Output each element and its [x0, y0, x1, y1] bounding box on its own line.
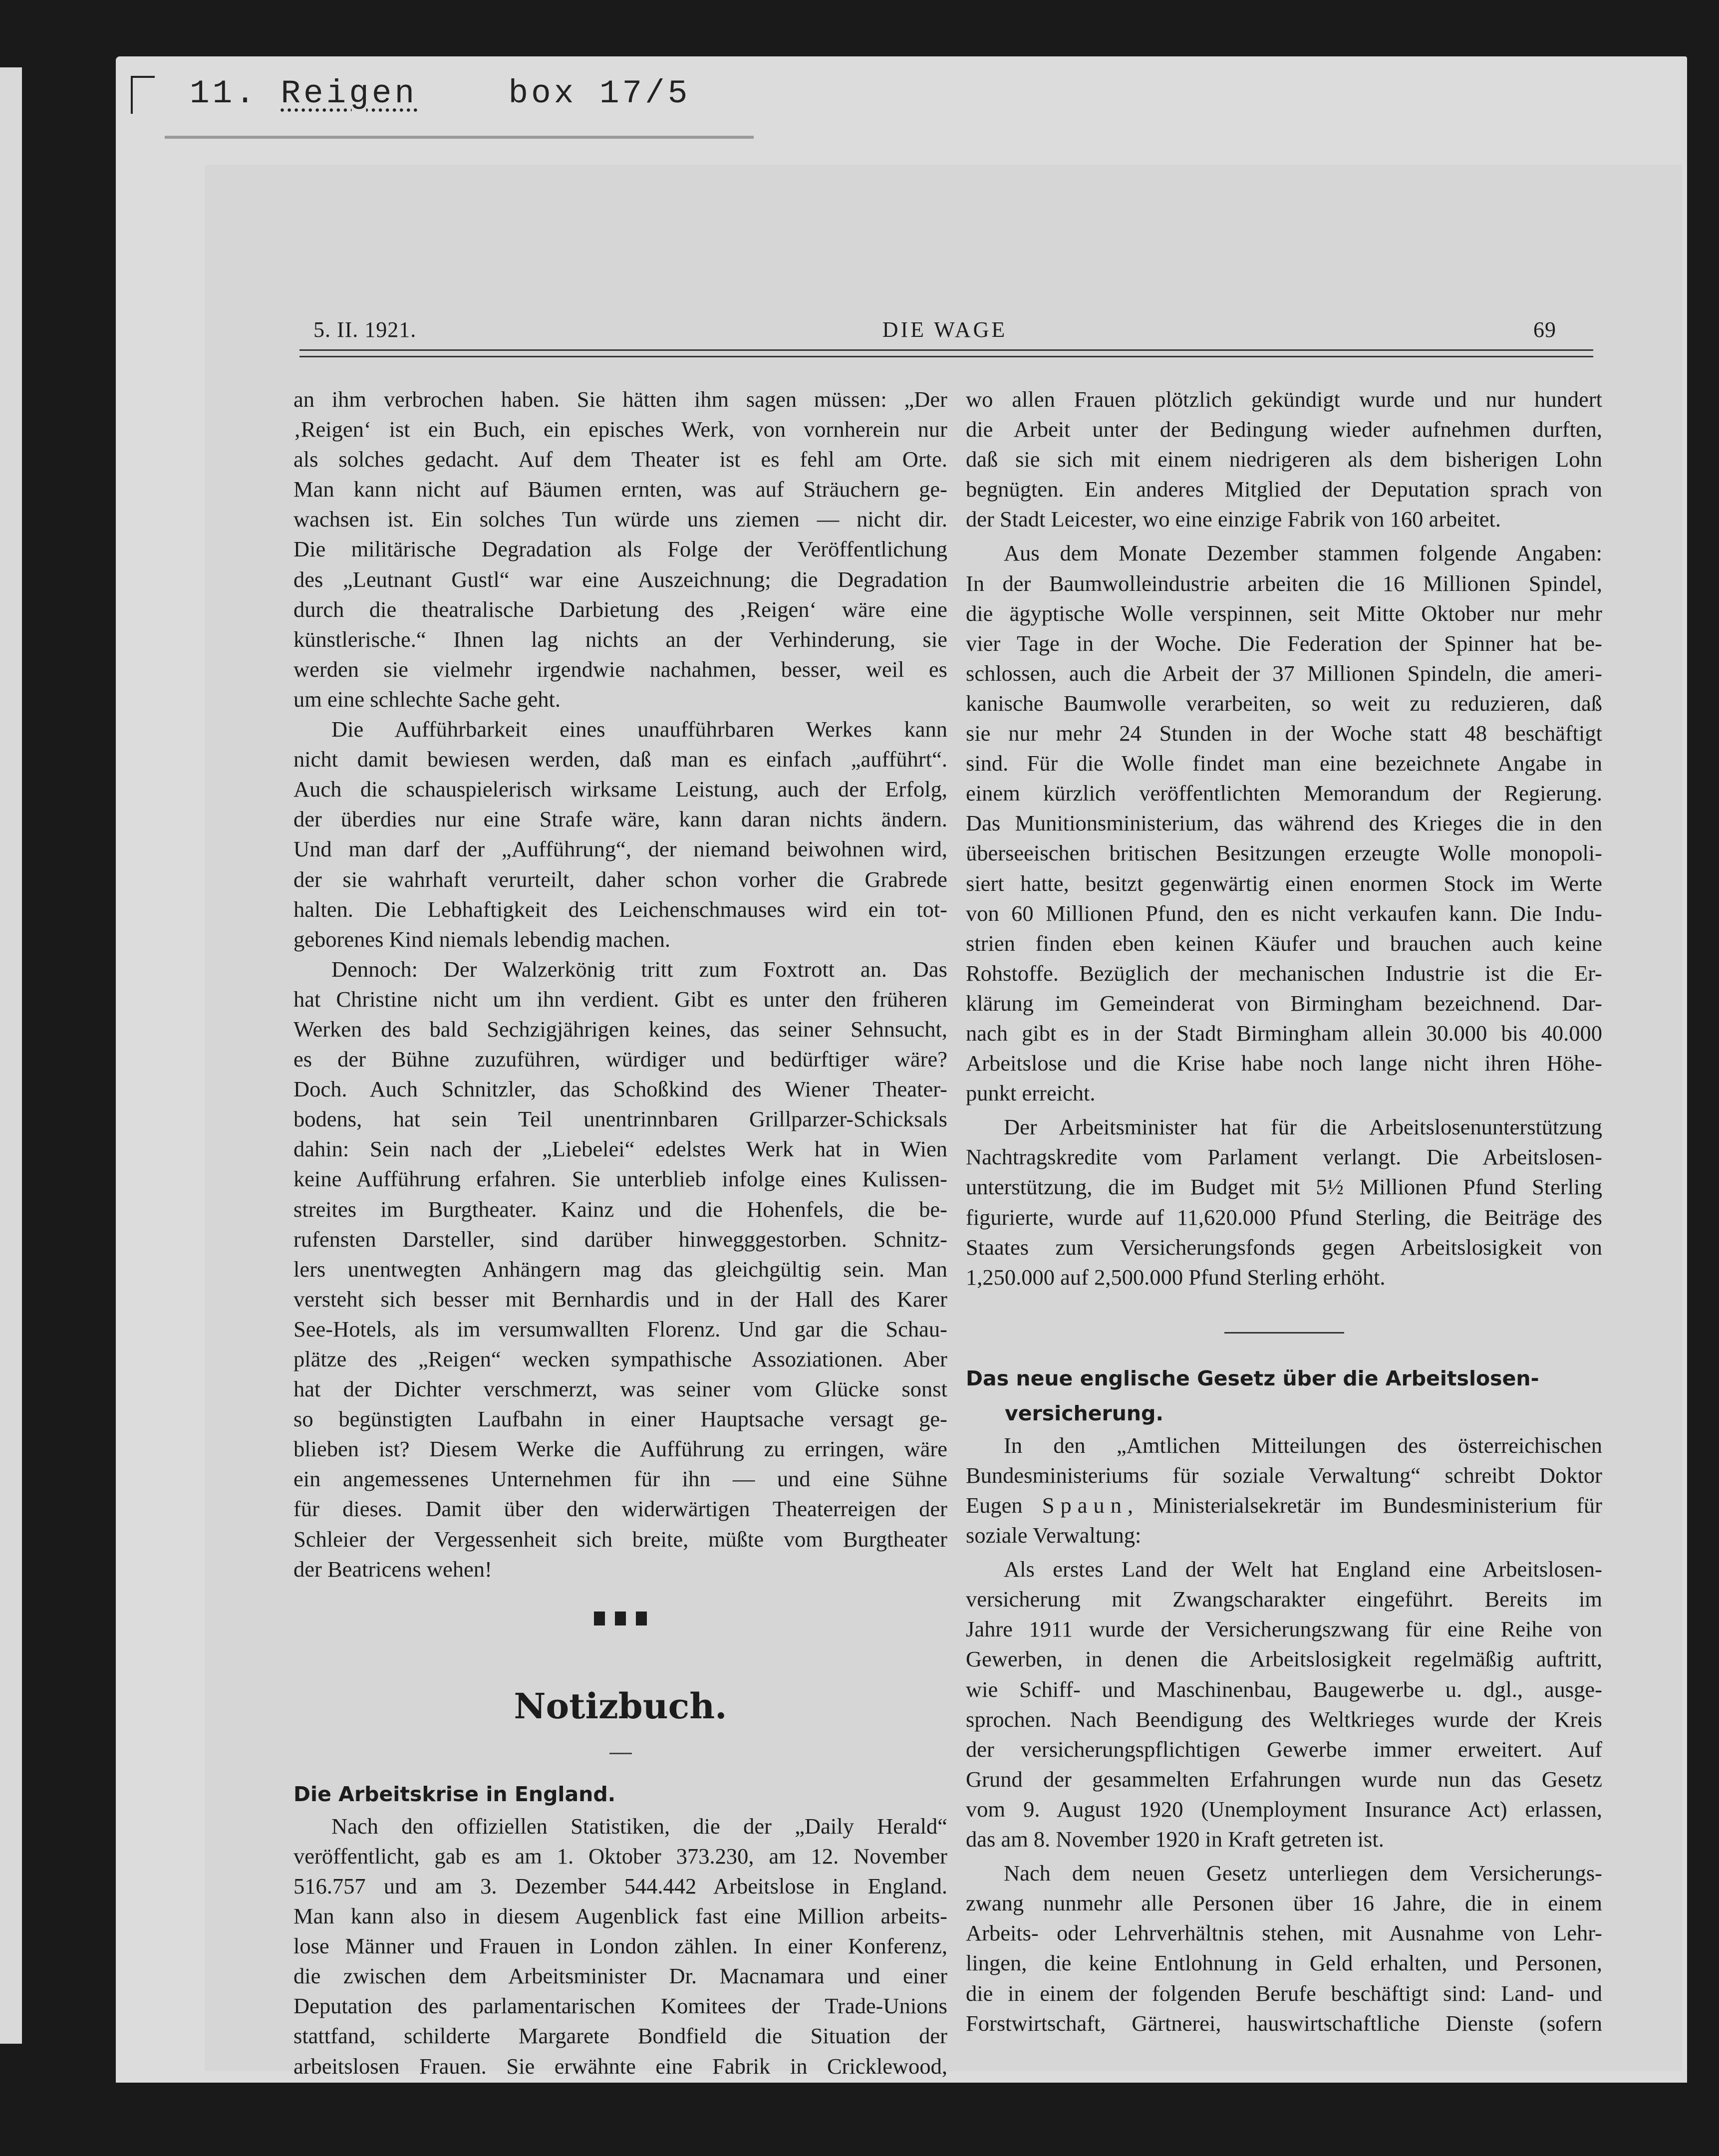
paragraph [293, 954, 947, 1584]
text-line: In den „Amtlichen Mitteilungen des österreichischen [1004, 1432, 1602, 1458]
archive-number: 11. [190, 75, 258, 112]
running-head [313, 317, 1576, 347]
text-line: streites im Burgtheater. Kainz und die Hohenfels, die be- [293, 1196, 947, 1222]
page-number: 69 [1533, 317, 1556, 342]
text-line: durch die theatralische Darbietung des ‚Reigen‘ wäre eine [293, 596, 947, 622]
text-line: hat der Dichter verschmerzt, was seiner vom Glücke sonst [293, 1376, 947, 1402]
paragraph [966, 1112, 1602, 1292]
text-line: halten. Die Lebhaftigkeit des Leichenschmauses wird ein tot- [293, 896, 947, 922]
text-line: der Beatricens wehen! [293, 1556, 492, 1582]
paragraph [293, 384, 947, 714]
text-line: der überdies nur eine Strafe wäre, kann daran nichts ändern. [293, 807, 947, 832]
text-line: plätze des „Reigen“ wecken sympathische Assoziationen. Aber [293, 1347, 947, 1371]
text-line: soziale Verwaltung: [966, 1523, 1142, 1548]
text-line: es der Bühne zuzuführen, würdiger und bedürftiger wäre? [293, 1047, 947, 1072]
text-line: die ägyptische Wolle verspinnen, seit Mitte Oktober nur mehr [966, 600, 1602, 626]
paragraph [966, 1554, 1602, 1854]
text-line: wo allen Frauen plötzlich gekündigt wurde und nur hundert [966, 387, 1602, 412]
text-line: die zwischen dem Arbeitsminister Dr. Macnamara und einer [293, 1963, 947, 1989]
text-line: Auch die schauspielerisch wirksame Leistung, auch der Erfolg, [293, 777, 947, 802]
text-line: die in einem der folgenden Berufe beschäftigt sind: Land- und [966, 1980, 1602, 2006]
text-line: dahin: Sein nach der „Liebelei“ edelstes Werk hat in Wien [293, 1136, 947, 1162]
text-line: 516.757 und am 3. Dezember 544.442 Arbeitslose in England. [293, 1873, 947, 1898]
text-line: Man kann also in diesem Augenblick fast eine Million arbeits- [293, 1903, 947, 1929]
text-line: der sie wahrhaft verurteilt, daher schon vorher die Grabrede [293, 866, 947, 892]
text-line: um eine schlechte Sache geht. [293, 686, 561, 712]
text-line: strien finden eben keinen Käufer und brauchen auch keine [966, 930, 1602, 956]
text-line: figurierte, wurde auf 11,620.000 Pfund Sterling, die Beiträge des [966, 1204, 1602, 1230]
article-divider [1224, 1332, 1344, 1334]
text-line: sie nur mehr 24 Stunden in der Woche statt 48 beschäftigt [966, 721, 1602, 746]
text-line: werden sie vielmehr irgendwie nachahmen, besser, weil es [293, 656, 947, 682]
text-line: In der Baumwolleindustrie arbeiten die 16 Millionen Spindel, [966, 570, 1602, 596]
text-line: lers unentwegten Anhängern mag das gleichgültig sein. Man [293, 1256, 947, 1282]
masthead: DIE WAGE [882, 317, 1008, 342]
text-line: vier Tage in der Woche. Die Federation der Spinner hat be- [966, 630, 1602, 656]
text-line: schlossen, auch die Arbeit der 37 Millionen Spindeln, die ameri- [966, 660, 1602, 686]
text-line: Forstwirtschaft, Gärtnerei, hauswirtschaftliche Dienste (sofern [966, 2010, 1602, 2036]
text-line: Aus dem Monate Dezember stammen folgende Angaben: [1004, 540, 1602, 566]
section-ornament [293, 1584, 947, 1649]
adjacent-page-edge [0, 67, 22, 2044]
text-line: Bundesministeriums für soziale Verwaltung“ schreibt Doktor [966, 1462, 1602, 1488]
text-line: die Arbeit unter der Bedingung wieder aufnehmen durften, [966, 417, 1602, 442]
text-line: der versicherungspflichtigen Gewerbe immer erweitert. Auf [966, 1736, 1602, 1762]
text-line: bodens, hat sein Teil unentrinnbaren Grillparzer-Schicksals [293, 1106, 947, 1132]
text-line: künstlerische.“ Ihnen lag nichts an der Verhinderung, sie [293, 626, 947, 652]
text-line: überseeischen britischen Besitzungen erzeugte Wolle monopoli- [966, 840, 1602, 866]
right-column [966, 384, 1602, 2038]
text-line: so begünstigten Laufbahn in einer Hauptsache versagt ge- [293, 1406, 947, 1432]
text-line: arbeitslosen Frauen. Sie erwähnte eine Fabrik in Cricklewood, [293, 2053, 947, 2079]
paragraph [293, 714, 947, 954]
paragraph [966, 1858, 1602, 2038]
text-line: ‚Reigen‘ ist ein Buch, ein episches Werk, von vornherein nur [293, 417, 947, 442]
text-line: Werken des bald Sechzigjährigen keines, das seiner Sehnsucht, [293, 1016, 947, 1042]
text-line: kanische Baumwolle verarbeiten, so weit zu reduzieren, daß [966, 690, 1602, 716]
text-line: zwang nunmehr alle Personen über 16 Jahre, die in einem [966, 1890, 1602, 1916]
article-heading-line1: Das neue englische Gesetz über die Arbeitslosen- [966, 1366, 1539, 1390]
ornament-square [636, 1612, 647, 1625]
text-line: nicht damit bewiesen werden, daß man es einfach „aufführt“. [293, 747, 947, 772]
text-line: daß sie sich mit einem niedrigeren als dem bisherigen Lohn [966, 447, 1602, 472]
paragraph [966, 1430, 1602, 1490]
paragraph [966, 538, 1602, 1108]
ornament-square [615, 1612, 626, 1625]
archive-box: box 17/5 [508, 75, 691, 112]
text-line: 1,250.000 auf 2,500.000 Pfund Sterling erhöht. [966, 1264, 1386, 1290]
paragraph [966, 384, 1602, 534]
text-line: nach gibt es in der Stadt Birmingham allein 30.000 bis 40.000 [966, 1020, 1602, 1046]
text-line: einem kürzlich veröffentlichten Memorandum der Regierung. [966, 781, 1602, 806]
text-line: der Stadt Leicester, wo eine einzige Fabrik von 160 arbeitet. [966, 507, 1501, 532]
text-line: Nach den offiziellen Statistiken, die der „Daily Herald“ [331, 1813, 947, 1839]
text-line: lose Männer und Frauen in London zählen. In einer Konferenz, [293, 1933, 947, 1959]
text-line: ein angemessenes Unternehmen für ihn — und eine Sühne [293, 1466, 947, 1492]
text-line: Das Munitionsministerium, das während des Krieges die in den [966, 810, 1602, 836]
text-line: Deputation des parlamentarischen Komitees der Trade-Unions [293, 1993, 947, 2019]
text-line: Nachtragskredite vom Parlament verlangt. Die Arbeitslosen- [966, 1144, 1602, 1170]
text-line: blieben ist? Diesem Werke die Aufführung zu erringen, wäre [293, 1436, 947, 1462]
issue-date: 5. II. 1921. [313, 317, 417, 342]
text-line: veröffentlicht, gab es am 1. Oktober 373.230, am 12. November [293, 1843, 947, 1869]
text-line: lingen, die keine Entlohnung in Geld erhalten, und Personen, [966, 1950, 1602, 1976]
text-line: Man kann nicht auf Bäumen ernten, was auf Sträuchern ge- [293, 477, 947, 502]
text-line: unterstützung, die im Budget mit 5½ Millionen Pfund Sterling [966, 1174, 1602, 1200]
text-line: rufensten Darsteller, sind darüber hinwegggestorben. Schnitz- [293, 1226, 947, 1252]
archive-label [190, 75, 690, 112]
archive-rule [165, 136, 754, 139]
article-heading-line2: versicherung. [1005, 1401, 1164, 1425]
text-line: punkt erreicht. [966, 1080, 1096, 1106]
text-line: Doch. Auch Schnitzler, das Schoßkind des Wiener Theater- [293, 1077, 947, 1102]
text-line: Der Arbeitsminister hat für die Arbeitslosenunterstützung [1004, 1114, 1602, 1140]
text-line: Die militärische Degradation als Folge der Veröffentlichung [293, 537, 947, 562]
text-line: wie Schiff- und Maschinenbau, Baugewerbe u. dgl., ausge- [966, 1676, 1602, 1702]
text-line: Jahre 1911 wurde der Versicherungszwang für eine Reihe von [966, 1617, 1602, 1642]
text-line: Eugen Spaun, Ministerialsekretär im Bundesministerium für [966, 1493, 1602, 1518]
text-line: Grund der gesammelten Erfahrungen wurde nun das Gesetz [966, 1766, 1602, 1792]
text-line: Staates zum Versicherungsfonds gegen Arbeitslosigkeit von [966, 1234, 1602, 1260]
text-line: Arbeits- oder Lehrverhältnis stehen, mit Ausnahme von Lehr- [966, 1920, 1602, 1946]
text-line: sprochen. Nach Beendigung des Weltkrieges wurde der Kreis [966, 1706, 1602, 1732]
text-line: als solches gedacht. Auf dem Theater ist es fehl am Orte. [293, 447, 947, 472]
text-line: siert hatte, besitzt gegenwärtig einen enormen Stock im Werte [966, 870, 1602, 896]
paragraph [293, 1811, 947, 2081]
text-line: Als erstes Land der Welt hat England eine Arbeitslosen- [1004, 1557, 1602, 1582]
text-line: von 60 Millionen Pfund, den es nicht verkaufen kann. Die Indu- [966, 900, 1602, 926]
ornament-square [594, 1612, 605, 1625]
text-line: Arbeitslose und die Krise habe noch lange nicht ihren Höhe- [966, 1051, 1602, 1076]
text-line: Schleier der Vergessenheit sich breite, müßte vom Burgtheater [293, 1526, 947, 1552]
text-line: für dieses. Damit über den widerwärtigen Theaterreigen der [293, 1496, 947, 1522]
text-line: vom 9. August 1920 (Unemployment Insurance Act) erlassen, [966, 1796, 1602, 1822]
left-column [293, 384, 947, 2081]
text-line: sind. Für die Wolle findet man eine bezeichnete Angabe in [966, 751, 1602, 776]
text-line: Nach dem neuen Gesetz unterliegen dem Versicherungs- [1004, 1861, 1602, 1886]
header-double-rule [299, 349, 1593, 357]
text-line: versteht sich besser mit Bernhardis und in der Hall des Karer [293, 1286, 947, 1312]
section-title: Notizbuch. [514, 1685, 727, 1727]
corner-bracket-mark [131, 76, 155, 114]
author-name: Spaun [1042, 1493, 1128, 1518]
text-line: hat Christine nicht um ihn verdient. Gibt es unter den früheren [293, 986, 947, 1012]
article-heading: Die Arbeitskrise in England. [293, 1782, 616, 1806]
text-line: keine Aufführung erfahren. Sie unterblieb infolge eines Kulissen- [293, 1166, 947, 1192]
archive-title: Reigen [281, 75, 418, 112]
text-line: Und man darf der „Aufführung“, der niemand beiwohnen wird, [293, 836, 947, 862]
text-line: See-Hotels, als im versumwallten Florenz. Und gar die Schau- [293, 1316, 947, 1342]
text-line: des „Leutnant Gustl“ war eine Auszeichnung; die Degradation [293, 566, 947, 592]
short-rule [609, 1753, 632, 1754]
text-line: das am 8. November 1920 in Kraft getreten ist. [966, 1827, 1384, 1852]
text-line: Rohstoffe. Bezüglich der mechanischen Industrie ist die Er- [966, 960, 1602, 986]
text-line: versicherung mit Zwangscharakter eingeführt. Bereits im [966, 1587, 1602, 1612]
text-line: klärung im Gemeinderat von Birmingham bezeichnend. Dar- [966, 990, 1602, 1016]
text-line: stattfand, schilderte Margarete Bondfield die Situation der [293, 2023, 947, 2049]
text-line: geborenes Kind niemals lebendig machen. [293, 926, 671, 952]
text-line: an ihm verbrochen haben. Sie hätten ihm sagen müssen: „Der [293, 387, 947, 412]
text-line: wachsen ist. Ein solches Tun würde uns ziemen — nicht dir. [293, 507, 947, 532]
text-line: begnügten. Ein anderes Mitglied der Deputation sprach von [966, 477, 1602, 502]
text-line: Die Aufführbarkeit eines unaufführbaren Werkes kann [331, 717, 947, 742]
text-line: Dennoch: Der Walzerkönig tritt zum Foxtrott an. Das [331, 956, 947, 982]
text-line: Gewerben, in denen die Arbeitslosigkeit regelmäßig auftritt, [966, 1646, 1602, 1672]
